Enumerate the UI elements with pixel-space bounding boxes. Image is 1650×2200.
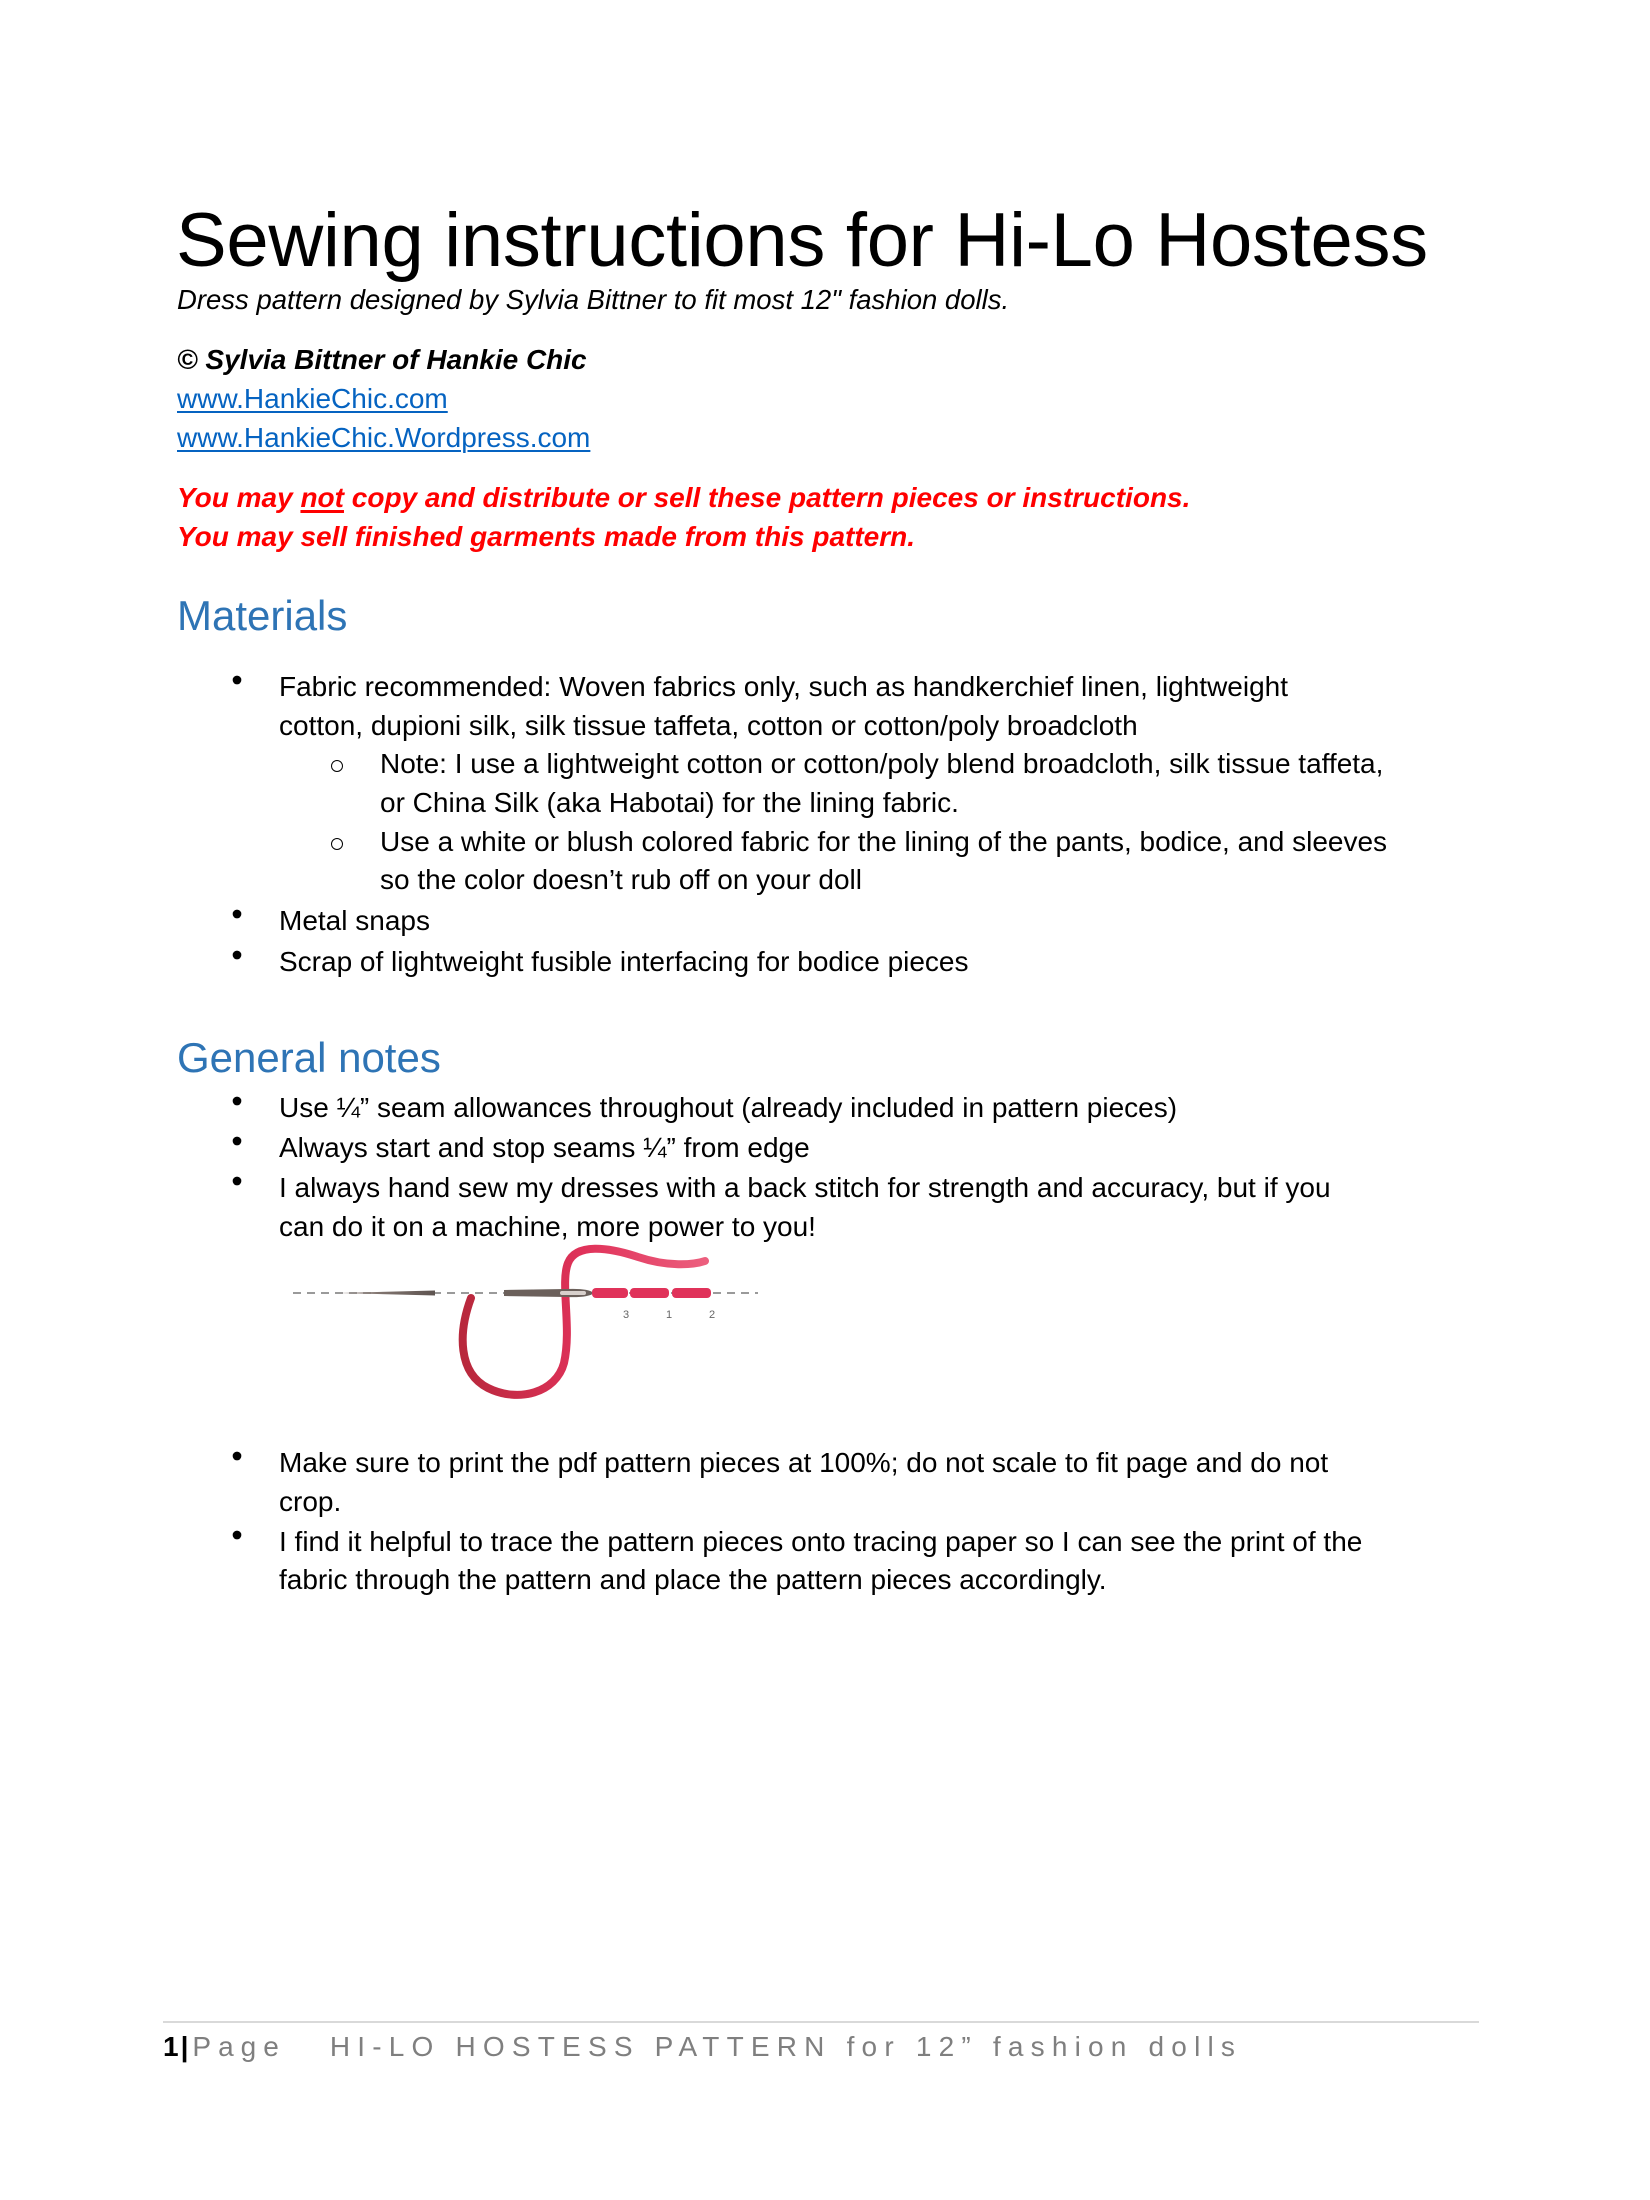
list-item-text: Use ¼” seam allowances throughout (already included in pattern pieces)	[279, 1092, 1178, 1123]
page-label: Page	[192, 2031, 286, 2062]
bullet-icon	[233, 1177, 242, 1186]
bullet-icon	[233, 1452, 242, 1461]
bullet-icon	[233, 676, 242, 685]
blog-link[interactable]: www.HankieChic.Wordpress.com	[177, 422, 591, 453]
list-item-text: Metal snaps	[279, 905, 430, 936]
stitch-label: 2	[708, 1309, 716, 1321]
list-item-text: Always start and stop seams ¼” from edge	[279, 1132, 810, 1163]
list-item-text: Fabric recommended: Woven fabrics only, such as handkerchief linen, lightweight	[279, 671, 1289, 702]
thread-icon	[463, 1249, 705, 1395]
list-item-text: I find it helpful to trace the pattern pieces onto tracing paper so I can see the print of the	[279, 1526, 1363, 1557]
website-link[interactable]: www.HankieChic.com	[177, 383, 448, 414]
circle-bullet-icon	[331, 838, 343, 850]
materials-heading: Materials	[177, 592, 348, 639]
sub-list-item-text: Use a white or blush colored fabric for the lining of the pants, bodice, and sleeves	[380, 826, 1388, 857]
footer-divider	[163, 2021, 1479, 2023]
page-footer	[163, 2030, 1242, 2064]
bullet-icon	[233, 951, 242, 960]
copy-notice	[177, 481, 1190, 515]
bullet-icon	[233, 1097, 242, 1106]
back-stitch-illustration	[288, 1243, 768, 1403]
bullet-icon	[233, 1531, 242, 1540]
needle-eye-hole	[560, 1291, 586, 1295]
copyright-line: © Sylvia Bittner of Hankie Chic	[177, 344, 587, 375]
list-item-text: crop.	[279, 1486, 342, 1517]
list-item-text: Make sure to print the pdf pattern pieces at 100%; do not scale to fit page and do not	[279, 1447, 1329, 1478]
sub-list-item-text: or China Silk (aka Habotai) for the lining fabric.	[380, 787, 959, 818]
copy-notice-prefix: You may	[177, 482, 301, 513]
stitch-segment	[672, 1288, 711, 1298]
stitch-label: 1	[665, 1309, 673, 1321]
sub-list-item-text: so the color doesn’t rub off on your doll	[380, 864, 863, 895]
list-item-text: can do it on a machine, more power to you!	[279, 1211, 816, 1242]
general-notes-heading: General notes	[177, 1034, 441, 1081]
list-item-text: Scrap of lightweight fusible interfacing for bodice pieces	[279, 946, 969, 977]
page-number: 1	[163, 2031, 179, 2062]
stitch-segment	[630, 1288, 669, 1298]
footer-document-label: HI-LO HOSTESS PATTERN for 12” fashion dolls	[329, 2031, 1243, 2062]
needle-tip-icon	[338, 1291, 435, 1296]
list-item-text: cotton, dupioni silk, silk tissue taffeta, cotton or cotton/poly broadcloth	[279, 710, 1138, 741]
footer-separator: |	[180, 2031, 189, 2062]
stitch-label: 3	[622, 1309, 630, 1321]
bullet-icon	[233, 1137, 242, 1146]
sub-list-item-text: Note: I use a lightweight cotton or cotton/poly blend broadcloth, silk tissue taffeta,	[380, 748, 1384, 779]
circle-bullet-icon	[331, 760, 343, 772]
list-item-text: fabric through the pattern and place the pattern pieces accordingly.	[279, 1564, 1107, 1595]
page-subtitle: Dress pattern designed by Sylvia Bittner to fit most 12" fashion dolls.	[177, 284, 1010, 315]
copy-notice-emphasis: not	[300, 482, 344, 513]
sell-notice: You may sell finished garments made from this pattern.	[177, 521, 916, 552]
stitch-segment	[592, 1288, 628, 1298]
copy-notice-suffix: copy and distribute or sell these pattern pieces or instructions.	[343, 482, 1191, 513]
page-title: Sewing instructions for Hi-Lo Hostess	[176, 198, 1428, 283]
list-item-text: I always hand sew my dresses with a back stitch for strength and accuracy, but if you	[279, 1172, 1331, 1203]
bullet-icon	[233, 910, 242, 919]
